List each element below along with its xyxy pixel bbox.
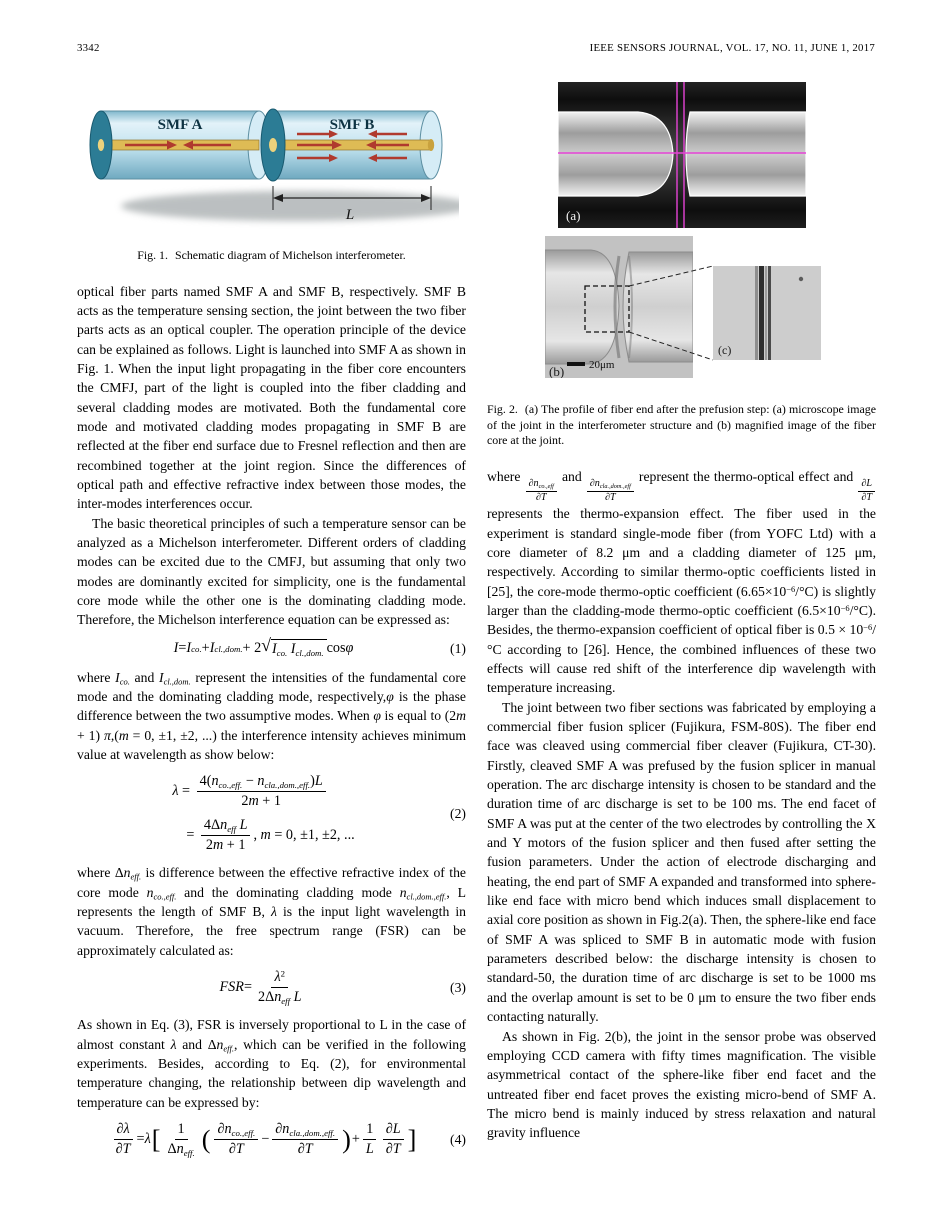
equation-4 xyxy=(77,1121,466,1158)
left-column xyxy=(77,80,466,1167)
figure-1-caption-text: Schematic diagram of Michelson interferometer. xyxy=(174,248,406,262)
smf-b-label: SMF B xyxy=(329,117,374,133)
figure-2 xyxy=(487,82,876,449)
equation-2-line-2: = $\frac{4\Delta n_{eff} L}{2m + 1}$ , m = 0, ±1, ±2, ... xyxy=(186,817,355,854)
fiber-end-right xyxy=(686,112,806,196)
paragraph-left-3: where $I_{co.}$ and $I_{cl.,dom.}$ represent the intensities of the fundamental core mode and the dominating cladding mode, respectively,φ is the phase difference between the two assumptive modes. When φ is equal to (2m + 1) π,(m = 0, ±1, ±2, ...) the interference intensity achieves minimum value at wavelength as show below: xyxy=(77,669,467,762)
equation-1-body: I = I co. + I cl.,dom. + 2 √ $I_{co.}$ $I_{cl.,dom.}$ cos φ xyxy=(173,634,354,658)
fiber-core-a xyxy=(101,140,259,150)
equation-4-number: (4) xyxy=(450,1131,466,1147)
fig2-bottom-row xyxy=(545,236,845,378)
figure-2-caption-label: Fig. 2. xyxy=(487,402,518,416)
equation-1 xyxy=(77,634,466,659)
fig2-microscope-image-a xyxy=(558,82,806,228)
equation-4-body: $\frac{\partial\lambda}{\partial T}$ = λ [ $\frac{1}{\Delta n_{eff.}}$ ( $\frac{\partial n_{co.,eff.}}{\partial T}$ − $\frac{\partial n_{cla.,dom.,eff.}}{\partial T}$ ) + $\frac{1}{L}$ $\frac{\partial L}{\partial T}$ ] xyxy=(77,1121,450,1158)
right-column xyxy=(487,80,876,1167)
figure-2-caption-text: (a) The profile of fiber end after the prefusion step: (a) microscope image of the joint in the interferometer structure and (b) magnified image of the fiber core at the joint. xyxy=(487,402,876,448)
paragraph-left-4: where $\Delta n_{eff.}$ is difference between the effective refractive index of the core mode $n_{co.,eff.}$ and the dominating cladding mode $n_{cl.,dom.,eff.}$, L represents the length of SMF B, λ is the input light wavelength in vacuum. Therefore, the free spectrum range (FSR) can be approximately calculated as: xyxy=(77,865,466,958)
journal-title: IEEE SENSORS JOURNAL, VOL. 17, NO. 11, JUNE 1, 2017 xyxy=(589,42,875,54)
figure-1 xyxy=(77,84,466,264)
smf-a-label: SMF A xyxy=(157,117,202,133)
equation-3-body: FSR = $\frac{\lambda^2}{2\Delta n_{eff} L}$ xyxy=(219,968,302,1006)
page-number: 3342 xyxy=(77,42,100,54)
fiber-end-left xyxy=(558,112,673,196)
paragraph-right-1: where $\frac{\partial n_{co.,eff}}{\partial T}$ and $\frac{\partial n_{cla.,dom.,eff}}{\partial T}$ represent the thermo-optical effect and $\frac{\partial L}{\partial T}$ represents the thermo-expansion effect. The fiber used in the experiment is standard single-mode fiber (from YOFC Ltd) with a core diameter of 8.2 μm and a cladding diameter of 125 μm, respectively. According to similar thermo-optic coefficients listed in [25], the core-mode thermo-optic coefficient $(6.65\times 10^{-6}/^\circ C)$ is slightly larger than the cladding-mode thermo-optic coefficient $(6.5\times 10^{-6}/^\circ C)$. Besides, the thermo-expansion coefficient of optical fiber is $0.5 \times 10^{-6}/^\circ C$ according to [26]. Hence, the combined influences of these two effects will cause red shift of the interference dip wavelength with temperature increasing. xyxy=(487,468,877,696)
paragraph-left-2: The basic theoretical principles of such a temperature sensor can be analyzed as a Michelson interferometer. Different orders of cladding modes can be excited due to the CMFJ, but assuming that only two modes are dominantly excited for simplicity, one is the fundamental core mode while the other one is the dominating cladding mode. Therefore, the Michelson interference equation can be expressed as: xyxy=(77,515,466,628)
fig2-microscope-image-c xyxy=(713,266,821,360)
fig2-microscope-image-b xyxy=(545,236,693,378)
equation-2-number: (2) xyxy=(450,806,466,822)
figure-1-caption-label: Fig. 1. xyxy=(137,248,168,262)
figure-1-caption xyxy=(77,248,466,264)
paragraph-left-1: optical fiber parts named SMF A and SMF B, respectively. SMF B acts as the temperature sensing section, the joint between the two fiber parts acts as an optical coupler. The operation principle of the device can be explained as follows. Light is launched into SMF A as shown in Fig. 1. When the input light propagating in the fiber core encounters the CMFJ, part of the light is coupled into the fiber cladding and several cladding modes are motivated. Both the fundamental core mode and motivated cladding modes propagating in SMF B are reflected at the fiber end surface due to Fresnel reflection and then are recombined together at the joint region. Since the differences of optical path and effective refractive index between those modes, the inter-modes interferences occur. xyxy=(77,283,466,512)
length-label: L xyxy=(345,207,354,223)
figure-2-caption xyxy=(487,402,876,449)
joint-fiber-right xyxy=(623,252,693,362)
fig2-label-b: (b) xyxy=(549,364,565,378)
paragraph-right-2: The joint between two fiber sections was fabricated by employing a commercial fiber fusion splicer (Fujikura, FSM-80S). The fiber end face was cleaved using commercial fiber cleaver (Fujikura, CT-30). Firstly, cleaved SMF A was prefused by the fusion splicer in manual operation. The arc discharge intensity is chosen to be standard and the duration time of arc discharge is set to be 100 ms. The end facet of SMF A was put at the center of the two electrodes by controlling the X and Y motors of the fusion splicer and then fused after setting the fusion parameters. Under the action of electrode discharging and heating, the end part of SMF A expanded and transformed into sphere-like end face with micro bend which induces small displacement to axial core position as shown in Fig.2(a). Then, the sphere-like end face of SMF A was spliced to SMF B in automatic mode with fusion parameters described below: the discharge intensity is chosen to standard-50, the duration time of arc discharge is set to be 1000 ms and the overlap amount is set to be 0 μm to ensure the two fiber ends contacting naturally. xyxy=(487,699,876,1025)
fig1-shadow xyxy=(121,191,459,221)
joint-fiber-left xyxy=(545,250,619,364)
equation-3 xyxy=(77,969,466,1006)
paragraph-right-3: As shown in Fig. 2(b), the joint in the sensor probe was observed employing CCD camera with fifty times magnification. The visible asymmetrical contact of the sphere-like fiber end facet and the untreated fiber end facet proves the existing micro-bend of SMF A. The micro bend is mainly induced by stress relaxation and natural gravity influence xyxy=(487,1028,876,1141)
content-columns xyxy=(77,80,875,1167)
paragraph-left-5: As shown in Eq. (3), FSR is inversely proportional to L in the case of almost constant λ and $\Delta n_{eff.}$, which can be verified in the following experiments. Besides, according to Eq. (2), for environmental temperature changing, the relationship between dip wavelength and temperature can be expressed by: xyxy=(77,1017,466,1110)
fiber-core-line xyxy=(759,266,764,360)
scale-bar-label: 20μm xyxy=(589,359,615,371)
equation-2 xyxy=(77,773,466,854)
equation-1-number: (1) xyxy=(450,641,466,657)
equation-3-number: (3) xyxy=(450,980,466,996)
fig2-label-c: (c) xyxy=(718,343,732,357)
fig2-label-a: (a) xyxy=(565,208,580,223)
page-header xyxy=(77,42,875,54)
fig1-schematic-diagram xyxy=(85,84,459,236)
scale-bar xyxy=(567,362,585,366)
equation-2-line-1: λ = $\frac{4(n_{co.,eff.} - n_{cla.,dom.,eff.})L}{2m + 1}$ xyxy=(172,773,328,810)
